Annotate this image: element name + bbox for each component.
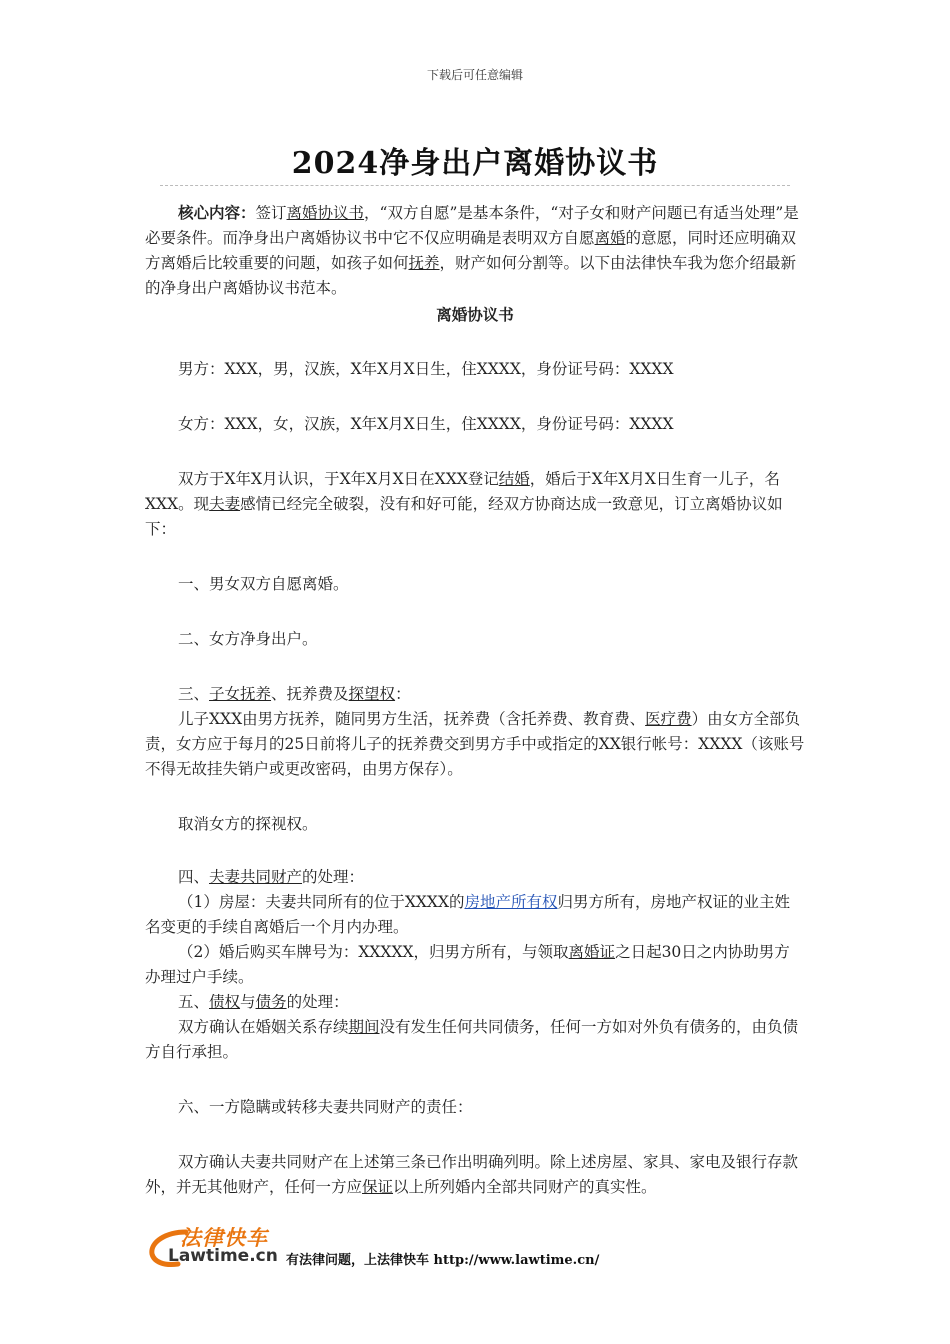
link-divorce[interactable]: 离婚	[594, 229, 626, 247]
section-text: 归男方所有，房地产权证的业主姓名变更的手续自离婚后一个月内办理。	[145, 893, 791, 936]
facts-text: 感情已经完全破裂，没有和好可能，经双方协商达成一致意见，订立离婚协议如下：	[145, 495, 783, 538]
section-text: 儿子XXX由男方抚养，随同男方生活，抚养费（含托养费、教育费、	[178, 710, 646, 728]
section-6-heading: 六、一方隐瞒或转移夫妻共同财产的责任：	[178, 1098, 473, 1116]
section-2: 二、女方净身出户。	[178, 630, 318, 648]
link-divorce-agreement[interactable]: 离婚协议书	[286, 204, 365, 222]
section-text: 三、	[178, 685, 210, 703]
section-4-heading	[145, 865, 805, 890]
section-text: 五、	[178, 993, 210, 1011]
document-body	[145, 200, 805, 1200]
section-6-body	[145, 1150, 805, 1200]
section-text: ）由女方全部负责，女方应于每月的25日前将儿子的抚养费交到男方手中或指定的XX银行帐号：XXXX（该账号不得无故挂失销户或更改密码，由男方保存）。	[145, 710, 805, 778]
link-real-estate-ownership[interactable]: 房地产所有权	[464, 893, 558, 911]
section-3-extra: 取消女方的探视权。	[178, 815, 318, 833]
section-5-heading	[145, 990, 805, 1015]
section-3-body	[145, 707, 805, 782]
section-text: ：	[395, 685, 411, 703]
intro-text: 的意愿，同时还应明确双方离婚后比较重要的问题，如孩子如何	[145, 229, 797, 272]
section-1: 一、男女双方自愿离婚。	[178, 575, 349, 593]
title-divider	[160, 185, 790, 186]
party-man: 男方：XXX，男，汉族，X年X月X日生，住XXXX，身份证号码：XXXX	[178, 360, 674, 378]
document-title: 2024净身出户离婚协议书	[291, 146, 659, 181]
link-child-custody[interactable]: 子女抚养	[209, 685, 272, 703]
section-3-heading	[145, 682, 805, 707]
section-5-body	[145, 1015, 805, 1065]
link-visitation-right[interactable]: 探望权	[348, 685, 396, 703]
section-4-item-1	[145, 890, 805, 940]
facts-text: ，婚后于X年X月X日生育一儿子，名XXX。现	[145, 470, 780, 513]
intro-paragraph	[145, 200, 805, 301]
page-header-note: 下载后可任意编辑	[426, 68, 523, 82]
link-raise[interactable]: 抚养	[408, 254, 440, 272]
link-marriage[interactable]: 结婚	[498, 470, 530, 488]
link-joint-property[interactable]: 夫妻共同财产	[209, 868, 303, 886]
section-text: （1）房屋：夫妻共同所有的位于XXXX的	[178, 893, 465, 911]
link-debt[interactable]: 债务	[255, 993, 287, 1011]
party-woman: 女方：XXX，女，汉族，X年X月X日生，住XXXX，身份证号码：XXXX	[178, 415, 674, 433]
footer-slogan[interactable]: 有法律问题，上法律快车 http://www.lawtime.cn/	[286, 1253, 600, 1268]
link-medical-fee[interactable]: 医疗费	[645, 710, 692, 728]
core-label: 核心内容：	[178, 203, 256, 222]
section-text: 以上所列婚内全部共同财产的真实性。	[393, 1178, 657, 1196]
link-guarantee[interactable]: 保证	[362, 1178, 394, 1196]
section-text: 与	[240, 993, 256, 1011]
logo-english-name: Lawtime.cn	[168, 1246, 278, 1266]
section-text: 的处理：	[302, 868, 365, 886]
link-divorce-certificate[interactable]: 离婚证	[568, 943, 616, 961]
section-text: 之日起30日之内协助男方办理过户手续。	[145, 943, 790, 986]
section-text: 双方确认夫妻共同财产在上述第三条已作出明确列明。除上述房屋、家具、家电及银行存款外，并无其他财产，任何一方应	[145, 1153, 799, 1196]
facts-paragraph	[145, 467, 805, 542]
intro-text: ，“双方自愿”是基本条件，“对子女和财产问题已有适当处理”是必要条件。而净身出户离婚协议书中它不仅应明确是表明双方自愿	[145, 204, 799, 247]
link-spouse[interactable]: 夫妻	[209, 495, 241, 513]
section-text: 、抚养费及	[271, 685, 349, 703]
section-text: 没有发生任何共同债务，任何一方如对外负有债务的，由负债方自行承担。	[145, 1018, 799, 1061]
section-text: （2）婚后购买车牌号为：XXXXX，归男方所有，与领取	[178, 943, 569, 961]
facts-text: 双方于X年X月认识，于X年X月X日在XXX登记	[178, 470, 499, 488]
section-text: 四、	[178, 868, 210, 886]
section-text: 双方确认在婚姻关系存续	[178, 1018, 349, 1036]
link-creditor-right[interactable]: 债权	[209, 993, 241, 1011]
agreement-subtitle: 离婚协议书	[436, 305, 514, 324]
intro-text: ，财产如何分割等。以下由法律快车我为您介绍最新的净身出户离婚协议书范本。	[145, 254, 797, 297]
page-footer	[148, 1222, 848, 1272]
section-text: 的处理：	[286, 993, 349, 1011]
logo-chinese-name: 法律快车	[180, 1226, 268, 1250]
link-period[interactable]: 期间	[348, 1018, 380, 1036]
section-4-item-2	[145, 940, 805, 990]
intro-text: 签订	[255, 204, 287, 222]
